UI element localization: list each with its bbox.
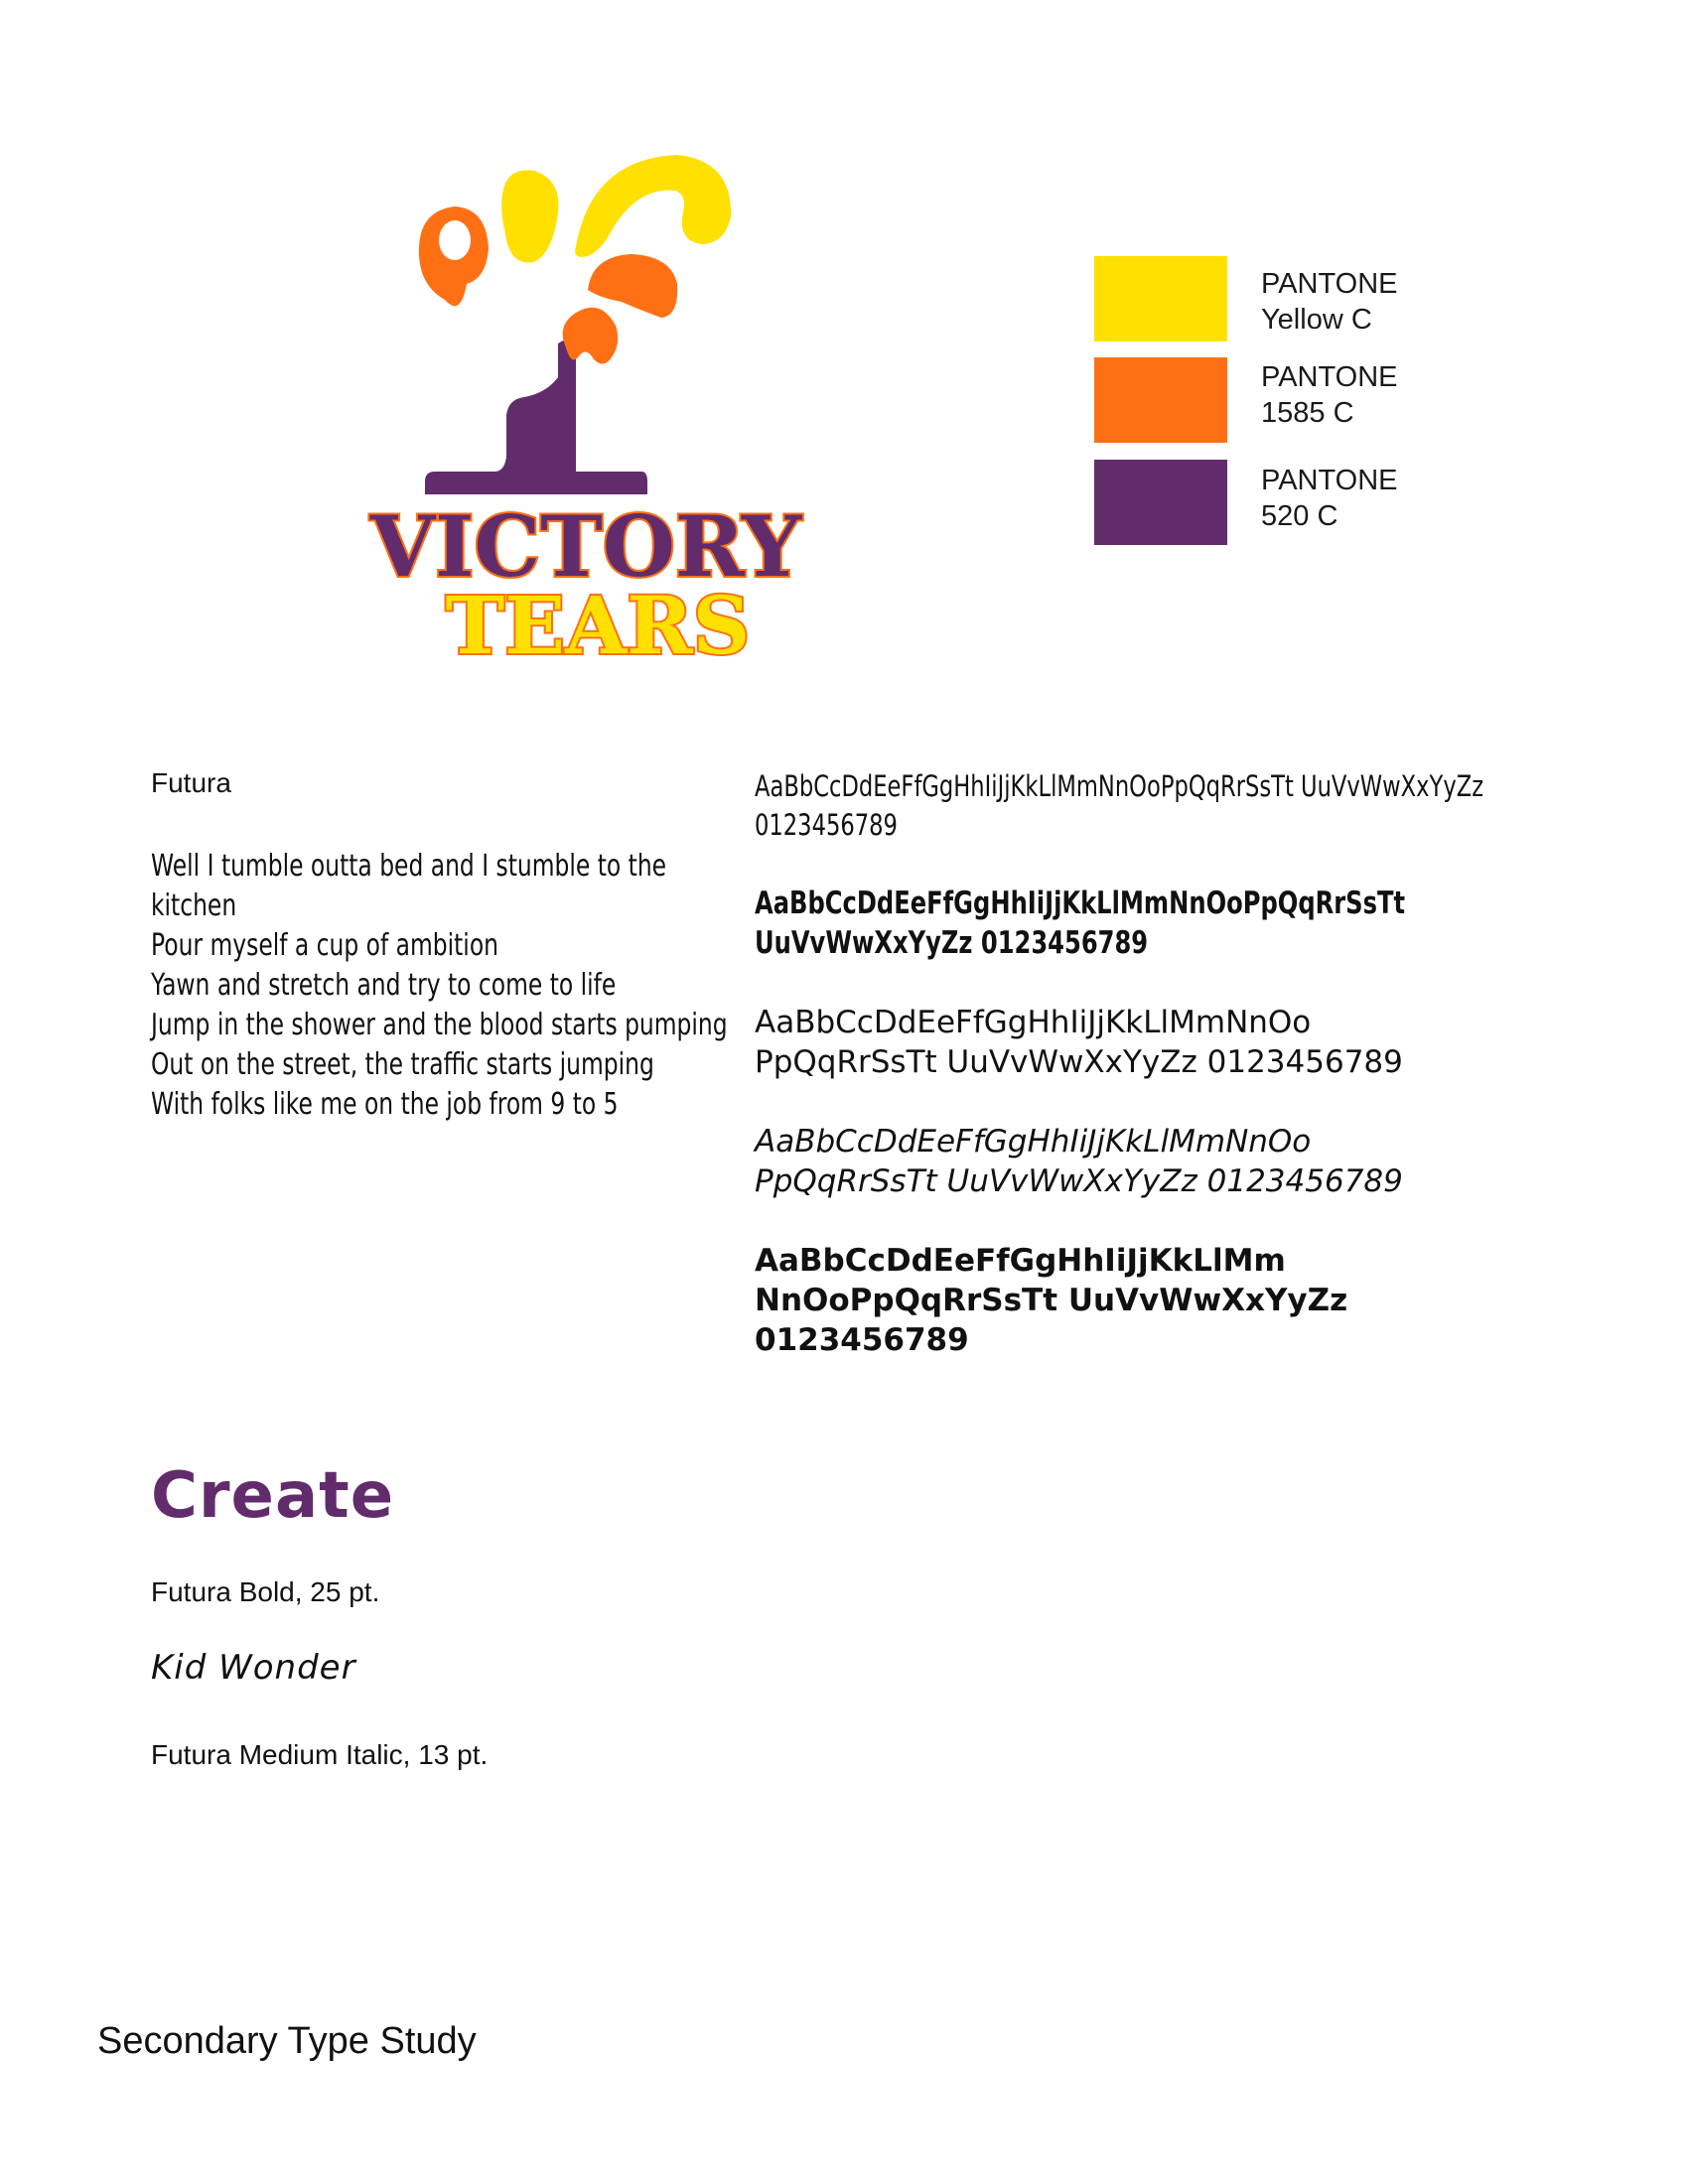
lyrics-block bbox=[151, 847, 728, 1125]
swatch-orange-label: PANTONE 1585 C bbox=[1261, 361, 1398, 429]
victory-tears-logo bbox=[369, 169, 854, 685]
specimen-condensed: AaBbCcDdEeFfGgHhIiJjKkLlMmNnOoPpQqRrSsTt UuVvWwXxYyZz 0123456789 bbox=[755, 769, 1484, 842]
lyric-line: kitchen bbox=[151, 888, 237, 923]
logo-splash-center bbox=[563, 308, 619, 364]
lyric-line: Jump in the shower and the blood starts pumping bbox=[151, 1008, 728, 1042]
logo-drop-right bbox=[588, 254, 677, 318]
logo-line1: VICTORY bbox=[369, 497, 802, 596]
swatch-purple bbox=[1094, 460, 1227, 545]
kid-wonder-sample: Kid Wonder bbox=[151, 1648, 356, 1688]
specimen-condensed-bold: AaBbCcDdEeFfGgHhIiJjKkLlMmNnOoPpQqRrSsTt UuVvWwXxYyZz 0123456789 bbox=[755, 886, 1406, 961]
lyric-line: Out on the street, the traffic starts jumping bbox=[151, 1047, 654, 1082]
font-name-label: Futura bbox=[151, 767, 231, 798]
specimen-bold: AaBbCcDdEeFfGgHhIiJjKkLlMm NnOoPpQqRrSsTt UuVvWwXxYyZz 0123456789 bbox=[755, 1243, 1348, 1358]
create-heading: Create bbox=[151, 1459, 395, 1533]
specimen-regular: AaBbCcDdEeFfGgHhIiJjKkLlMmNnOo PpQqRrSsTt UuVvWwXxYyZz 0123456789 bbox=[755, 1005, 1403, 1080]
lyric-line: Yawn and stretch and try to come to life bbox=[151, 968, 617, 1003]
logo-drop-yellow bbox=[501, 170, 558, 262]
logo-line2: TEARS bbox=[445, 579, 751, 672]
swatch-yellow-label: PANTONE Yellow C bbox=[1261, 268, 1398, 336]
lyric-line: Pour myself a cup of ambition bbox=[151, 928, 498, 963]
logo-tower bbox=[425, 336, 647, 494]
specimen-italic: AaBbCcDdEeFfGgHhIiJjKkLlMmNnOo PpQqRrSsTt UuVvWwXxYyZz 0123456789 bbox=[755, 1124, 1403, 1199]
swatch-orange bbox=[1094, 357, 1227, 443]
logo-swirl-yellow bbox=[575, 155, 731, 257]
lyric-line: Well I tumble outta bed and I stumble to the bbox=[151, 849, 667, 884]
page-title: Secondary Type Study bbox=[97, 2020, 477, 2062]
logo-drop-left-hole bbox=[439, 220, 471, 260]
swatch-purple-label: PANTONE 520 C bbox=[1261, 465, 1398, 532]
lyric-line: With folks like me on the job from 9 to 5 bbox=[151, 1087, 619, 1122]
create-caption: Futura Bold, 25 pt. bbox=[151, 1576, 380, 1607]
kid-wonder-caption: Futura Medium Italic, 13 pt. bbox=[151, 1739, 489, 1770]
swatch-yellow bbox=[1094, 256, 1227, 341]
